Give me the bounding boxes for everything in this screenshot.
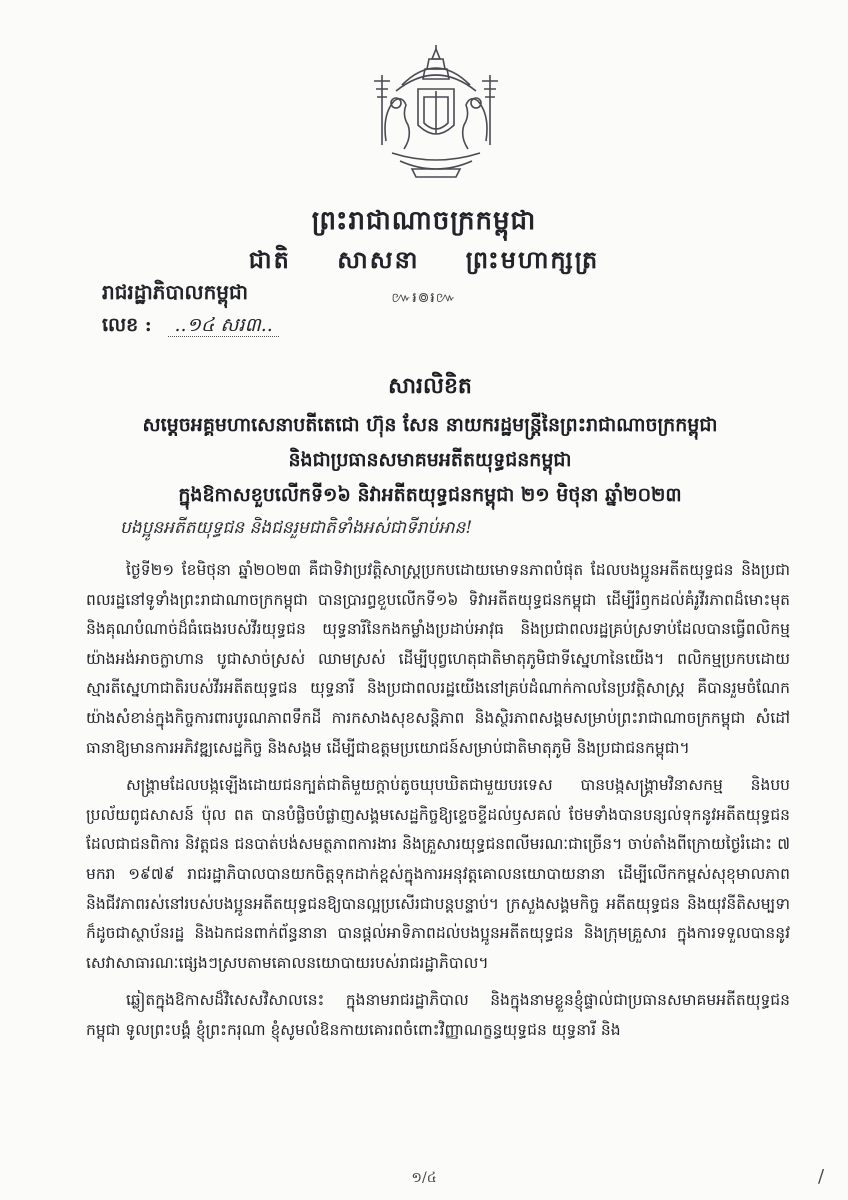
royal-arms-emblem (372, 45, 500, 185)
body-paragraph-3: ឆ្លៀតក្នុងឱកាសដ៏វិសេសវិសាលនេះ ក្នុងនាមរាជរដ្ឋាភិបាល និងក្នុងនាមខ្លួនខ្ញុំផ្ទាល់ជាប្រធានសមាគមអតីតយុទ្ធជនកម្ពុជា ទូលព្រះបង្គំ ខ្ញុំព្រះករុណា ខ្ញុំសូមលំឱនកាយគោរពចំពោះវិញ្ញាណក្ខន្ធយុទ្ធជន យុទ្ធនារី និង (86, 991, 790, 1039)
motto-king: ព្រះមហាក្សត្រ (465, 245, 600, 274)
issuing-government: រាជរដ្ឋាភិបាលកម្ពុជា (102, 280, 248, 304)
motto-religion: សាសនា (337, 245, 420, 274)
reference-label: លេខ : (102, 314, 152, 336)
letter-heading: សារលិខិត (388, 373, 472, 399)
page-number: ១/៤ (411, 1170, 437, 1186)
reference-number: ..១៤ សរ៣.. (168, 314, 278, 337)
corner-mark: / (818, 1166, 825, 1187)
body-paragraph-2: សង្គ្រាមដែលបង្កឡើងដោយជនក្បត់ជាតិមួយក្តាប់តូចឃុបឃិតជាមួយបរទេស បានបង្កសង្គ្រាមវិនាសកម្ម និងបបប្រល័យពូជសាសន៍ ប៉ុល ពត បានបំផ្លិចបំផ្លាញសង្គមសេដ្ឋកិច្ចឱ្យខ្ទេចខ្ទីដល់ឫសគល់ ថែមទាំងបានបន្សល់ទុកនូវអតីតយុទ្ធជនដែលជាជនពិការ និវត្តជន ជនបាត់បង់សមត្ថភាពការងារ និងគ្រួសារយុទ្ធជនពលីមរណៈជាច្រើន។ ចាប់តាំងពីក្រោយថ្ងៃរំដោះ ៧ មករា ១៩៧៩ រាជរដ្ឋាភិបាលបានយកចិត្តទុកដាក់ខ្ពស់ក្នុងការអនុវត្តគោលនយោបាយនានា ដើម្បីលើកកម្ពស់សុខុមាលភាព និងជីវភាពរស់នៅរបស់បងប្អូនអតីតយុទ្ធជនឱ្យបានល្អប្រសើរជាបន្តបន្ទាប់។ ក្រសួងសង្គមកិច្ច អតីតយុទ្ធជន និងយុវនីតិសម្បទា ក៏ដូចជាស្ថាប័នរដ្ឋ និងឯកជនពាក់ព័ន្ធនានា បានផ្តល់អាទិភាពដល់បងប្អូនអតីតយុទ្ធជន និងក្រុមគ្រួសារ ក្នុងការទទួលបាននូវសេវាសាធារណៈផ្សេងៗស្របតាមគោលនយោបាយរបស់រាជរដ្ឋាភិបាល។ (86, 776, 790, 972)
letter-occasion: ក្នុងឱកាសខួបលើកទី១៦ និវាអតីតយុទ្ធជនកម្ពុជា ២១ មិថុនា ឆ្នាំ២០២៣ (178, 484, 682, 506)
letter-body (86, 556, 790, 1054)
motto-nation: ជាតិ (248, 245, 291, 274)
header-ornament: ៚៛៙៛៚ (391, 290, 457, 306)
letter-author-line: សម្តេចអគ្គមហាសេនាបតីតេជោ ហ៊ុន សែន នាយករដ្ឋមន្ត្រីនៃព្រះរាជាណាចក្រកម្ពុជា (142, 414, 718, 436)
letter-author-role: និងជាប្រធានសមាគមអតីតយុទ្ធជនកម្ពុជា (288, 449, 572, 471)
kingdom-title: ព្រះរាជាណាចក្រកម្ពុជា (311, 206, 537, 236)
letter-title-block (70, 372, 790, 515)
reference-line (102, 313, 279, 341)
national-motto (0, 245, 848, 280)
body-paragraph-1: ថ្ងៃទី២១ ខែមិថុនា ឆ្នាំ២០២៣ គឺជាទិវាប្រវត្តិសាស្ត្រប្រកបដោយមោទនភាពបំផុត ដែលបងប្អូនអតីតយុទ្ធជន និងប្រជាពលរដ្ឋនៅទូទាំងព្រះរាជាណាចក្រកម្ពុជា បានប្រារព្ធខួបលើកទី១៦ ទិវាអតីតយុទ្ធជនកម្ពុជា ដើម្បីរំឭកដល់គំរូវីរភាពដ៏មោះមុត និងគុណបំណាច់ដ៏ធំធេងរបស់វីរយុទ្ធជន យុទ្ធនារីនៃកងកម្លាំងប្រដាប់អាវុធ និងប្រជាពលរដ្ឋគ្រប់ស្រទាប់ដែលបានធ្វើពលិកម្មយ៉ាងអង់អាចក្លាហាន បូជាសាច់ស្រស់ ឈាមស្រស់ ដើម្បីបុព្វហេតុជាតិមាតុភូមិជាទីស្នេហានៃយើង។ ពលិកម្មប្រកបដោយស្មារតីស្នេហាជាតិរបស់វីរអតីតយុទ្ធជន យុទ្ធនារី និងប្រជាពលរដ្ឋយើងនៅគ្រប់ដំណាក់កាលនៃប្រវត្តិសាស្ត្រ គឺបានរួមចំណែកយ៉ាងសំខាន់ក្នុងកិច្ចការពារបូរណភាពទឹកដី ការកសាងសុខសន្តិភាព និងស្ថិរភាពសង្គមសម្រាប់ព្រះរាជាណាចក្រកម្ពុជា សំដៅធានាឱ្យមានការអភិវឌ្ឍសេដ្ឋកិច្ច និងសង្គម ដើម្បីជាឧត្តមប្រយោជន៍សម្រាប់ជាតិមាតុភូមិ និងប្រជាជនកម្ពុជា។ (86, 561, 790, 757)
salutation: បងប្អូនអតីតយុទ្ធជន និងជនរួមជាតិទាំងអស់ជាទីរាប់អាន! (120, 518, 473, 538)
